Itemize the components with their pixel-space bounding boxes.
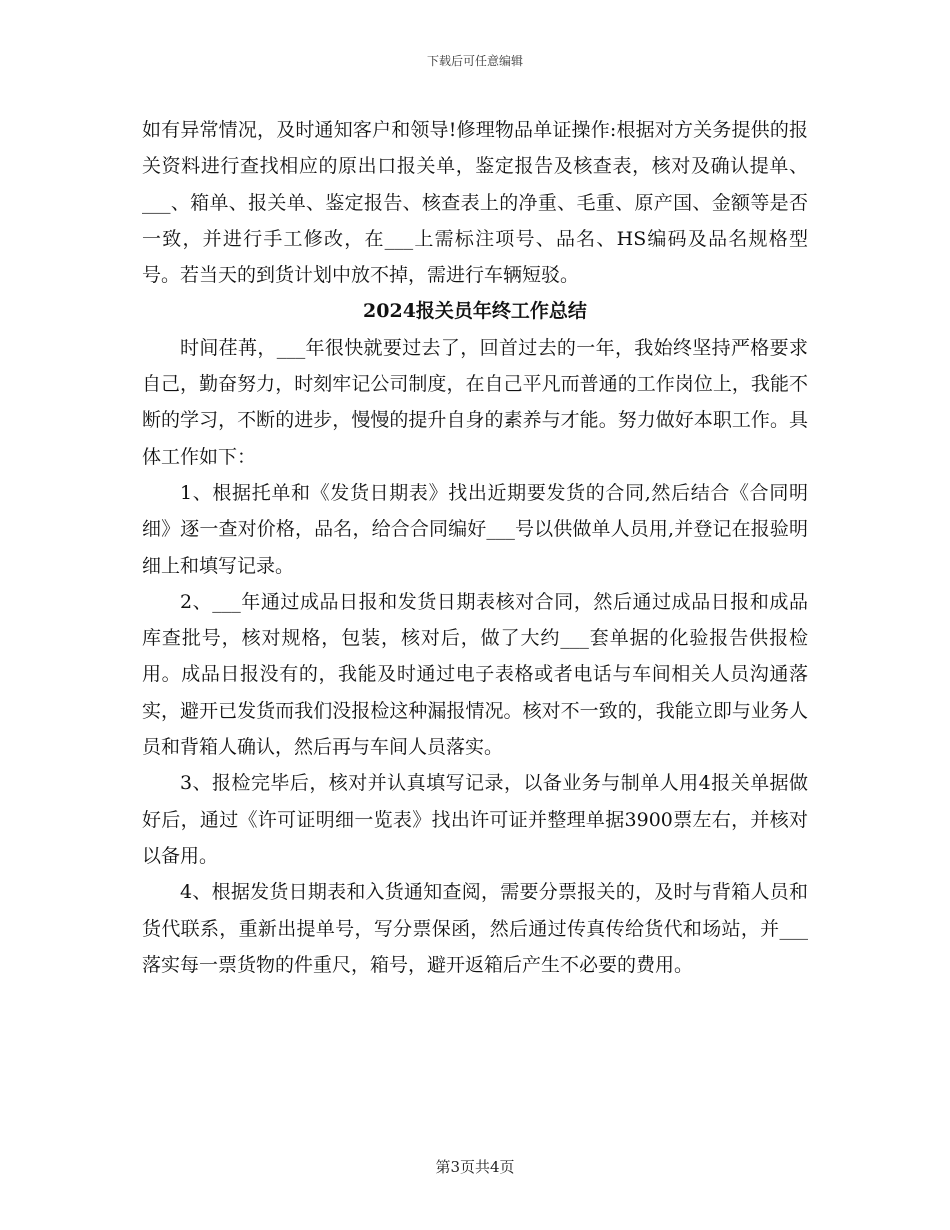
paragraph-item-1: 1、根据托单和《发货日期表》找出近期要发货的合同,然后结合《合同明细》逐一查对价格，品名，给合合同编好___号以供做单人员用,并登记在报验明细上和填写记录。 <box>142 481 808 577</box>
intro-paragraph: 如有异常情况，及时通知客户和领导!修理物品单证操作:根据对方关务提供的报关资料进行查找相应的原出口报关单，鉴定报告及核查表，核对及确认提单、___、箱单、报关单、鉴定报告、核查表上的净重、毛重、原产国、金额等是否一致，并进行手工修改，在___上需标注项号、品名、HS编码及品名规格型号。若当天的到货计划中放不掉，需进行车辆短驳。 <box>142 119 808 287</box>
paragraph-item-2: 2、___年通过成品日报和发货日期表核对合同，然后通过成品日报和成品库查批号，核对规格，包装，核对后，做了大约___套单据的化验报告供报检用。成品日报没有的，我能及时通过电子表格或者电话与车间相关人员沟通落实，避开已发货而我们没报检这种漏报情况。核对不一致的，我能立即与业务人员和背箱人确认，然后再与车间人员落实。 <box>142 590 808 759</box>
paragraph-opening: 时间荏苒，___年很快就要过去了，回首过去的一年，我始终坚持严格要求自己，勤奋努力，时刻牢记公司制度，在自己平凡而普通的工作岗位上，我能不断的学习，不断的进步，慢慢的提升自身的素养与才能。努力做好本职工作。具体工作如下： <box>142 336 808 468</box>
section-title: 2024报关员年终工作总结 <box>363 300 587 323</box>
paragraph-item-4: 4、根据发货日期表和入货通知查阅，需要分票报关的，及时与背箱人员和货代联系，重新出提单号，写分票保函，然后通过传真传给货代和场站，并___落实每一票货物的件重尺，箱号，避开返箱后产生不必要的费用。 <box>142 881 808 976</box>
document-body <box>142 112 808 983</box>
page-header-note: 下载后可任意编辑 <box>426 54 523 68</box>
paragraph-item-3: 3、报检完毕后，核对并认真填写记录，以备业务与制单人用4报关单据做好后，通过《许可证明细一览表》找出许可证并整理单据3900票左右，并核对以备用。 <box>142 772 808 867</box>
page-number: 第3页共4页 <box>435 1158 515 1176</box>
